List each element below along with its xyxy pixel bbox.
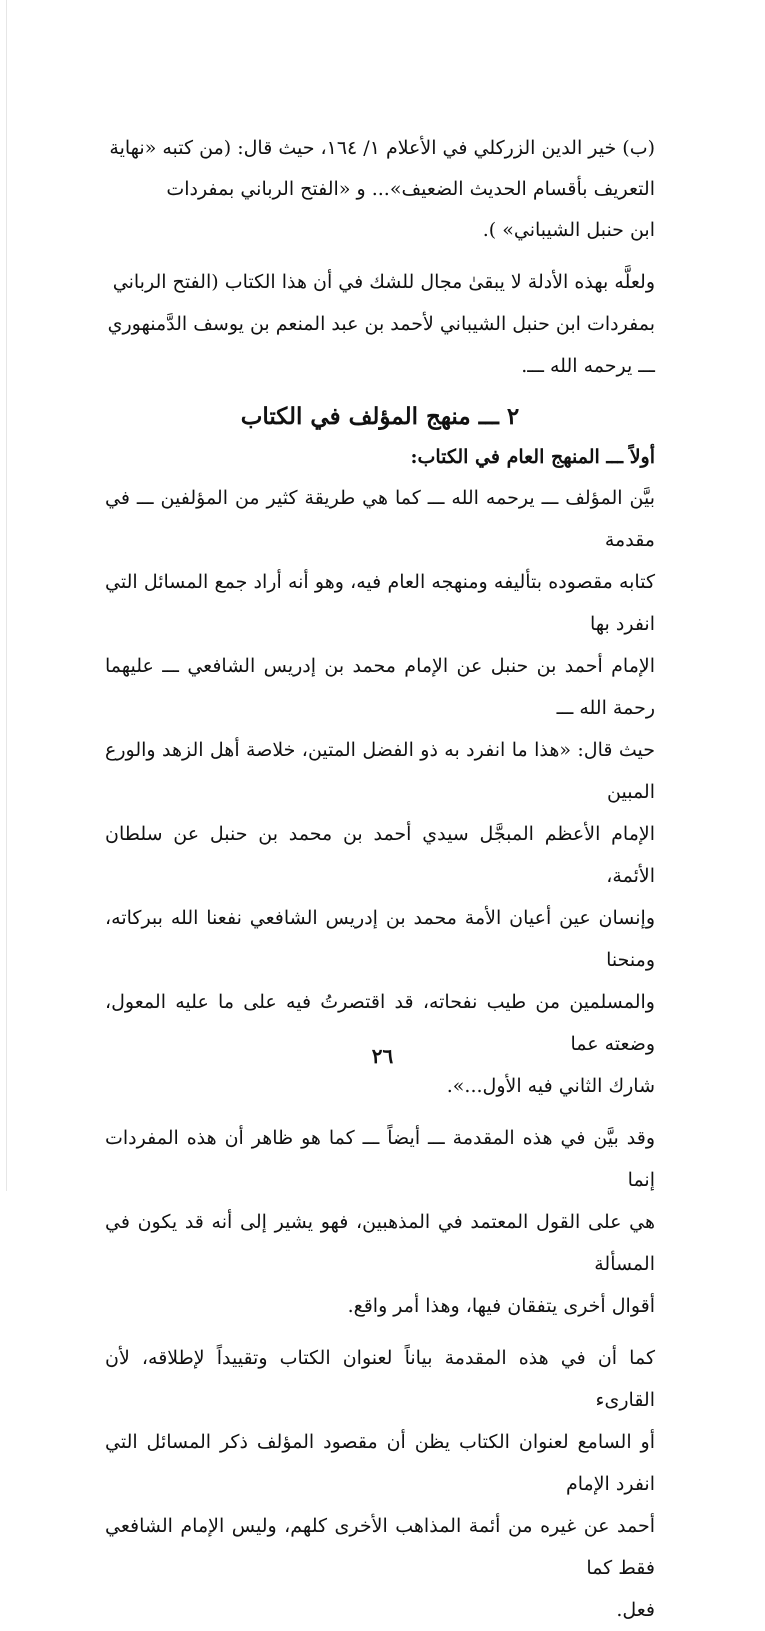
- footnote-b: [105, 128, 655, 251]
- paragraph-2: [105, 1117, 655, 1327]
- paragraph-1-line-6: وإنسان عين أعيان الأمة محمد بن إدريس الشافعي نفعنا الله ببركاته، ومنحنا: [105, 907, 655, 971]
- paragraph-1-line-8: شارك الثاني فيه الأول...».: [446, 1075, 655, 1097]
- paragraph-2-line-1: وقد بيَّن في هذه المقدمة ـــ أيضاً ـــ كما هو ظاهر أن هذه المفردات إنما: [105, 1127, 655, 1191]
- paragraph-3-line-2: أو السامع لعنوان الكتاب يظن أن مقصود المؤلف ذكر المسائل التي انفرد الإمام: [105, 1431, 655, 1495]
- paragraph-3-line-3: أحمد عن غيره من أئمة المذاهب الأخرى كلهم، وليس الإمام الشافعي فقط كما: [105, 1515, 655, 1579]
- footnote-b-line-3: ابن حنبل الشيباني» ).: [482, 219, 655, 241]
- paragraph-1-line-5: الإمام الأعظم المبجَّل سيدي أحمد بن محمد بن حنبل عن سلطان الأئمة،: [105, 823, 655, 887]
- paragraph-2-line-2: هي على القول المعتمد في المذهبين، فهو يشير إلى أنه قد يكون في المسألة: [105, 1211, 655, 1275]
- paragraph-3: [105, 1337, 655, 1631]
- paragraph-1-line-1: بيَّن المؤلف ـــ يرحمه الله ـــ كما هي طريقة كثير من المؤلفين ـــ في مقدمة: [105, 487, 655, 551]
- paragraph-2-line-3: أقوال أخرى يتفقان فيها، وهذا أمر واقع.: [347, 1295, 655, 1317]
- conclusion-paragraph: [105, 261, 655, 387]
- paragraph-1-line-3: الإمام أحمد بن حنبل عن الإمام محمد بن إدريس الشافعي ـــ عليهما رحمة الله ـــ: [105, 655, 655, 719]
- footnote-b-line-1: (ب) خير الدين الزركلي في الأعلام ١/ ١٦٤، حيث قال: (من كتبه «نهاية: [109, 137, 655, 159]
- paragraph-3-line-4: فعل.: [616, 1599, 655, 1621]
- paragraph-1-line-7: والمسلمين من طيب نفحاته، قد اقتصرتُ فيه على ما عليه المعول، وضعته عما: [105, 991, 655, 1055]
- paragraph-1-line-4: حيث قال: «هذا ما انفرد به ذو الفضل المتين، خلاصة أهل الزهد والورع المبين: [105, 739, 655, 803]
- conclusion-line-3: ـــ يرحمه الله ـــ.: [521, 355, 655, 377]
- subheading: أولاً ـــ المنهج العام في الكتاب:: [410, 446, 655, 468]
- footnote-b-line-2: التعريف بأقسام الحديث الضعيف»... و «الفتح الرباني بمفردات: [166, 178, 655, 200]
- paragraph-1-line-2: كتابه مقصوده بتأليفه ومنهجه العام فيه، وهو أنه أراد جمع المسائل التي انفرد بها: [105, 571, 655, 635]
- paragraph-1: [105, 477, 655, 1107]
- conclusion-line-1: ولعلَّه بهذه الأدلة لا يبقىٰ مجال للشك في أن هذا الكتاب (الفتح الرباني: [112, 271, 655, 293]
- text-column: [105, 128, 655, 1631]
- page-number: ٢٦: [371, 1044, 394, 1068]
- paragraph-3-line-1: كما أن في هذه المقدمة بياناً لعنوان الكتاب وتقييداً لإطلاقه، لأن القارىء: [105, 1347, 655, 1411]
- section-title: ٢ ـــ منهج المؤلف في الكتاب: [240, 403, 520, 430]
- page-edge-line: [6, 0, 7, 1191]
- conclusion-line-2: بمفردات ابن حنبل الشيباني لأحمد بن عبد المنعم بن يوسف الدَّمنهوري: [107, 313, 655, 335]
